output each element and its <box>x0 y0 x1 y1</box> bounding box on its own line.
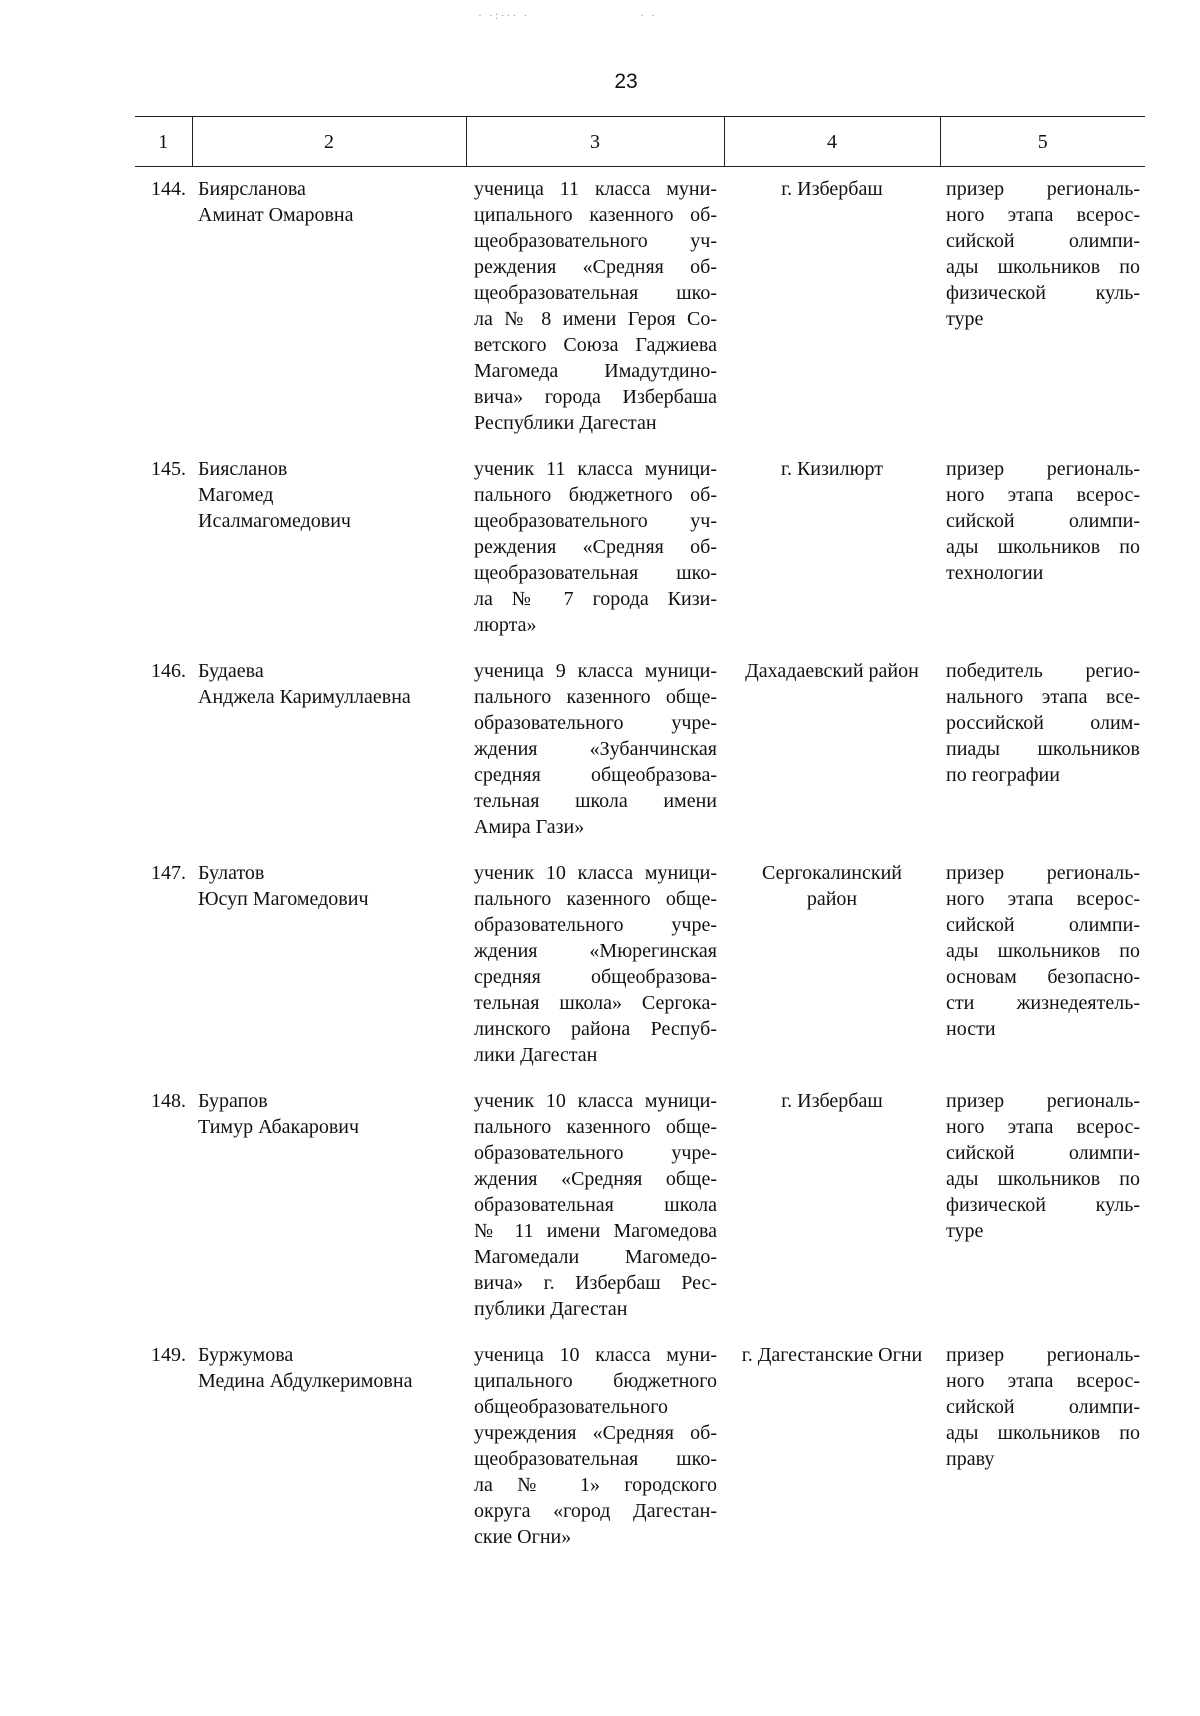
olympiad-result-line: ности <box>946 1018 996 1040</box>
school-description-line: пального бюджетного об- <box>474 484 717 506</box>
olympiad-result-line: сти жизнедеятель- <box>946 992 1140 1014</box>
olympiad-result-line: ады школьников по <box>946 1168 1140 1190</box>
olympiad-result-line: призер региональ- <box>946 862 1140 884</box>
olympiad-result-line: ного этапа всерос- <box>946 1370 1140 1392</box>
student-name-line: Магомед <box>198 484 274 506</box>
olympiad-result-line: ады школьников по <box>946 536 1140 558</box>
school-description-line: Магомеда Имадутдино- <box>474 360 717 382</box>
municipality <box>724 840 940 1068</box>
school-description-line: реждения «Средняя об- <box>474 536 717 558</box>
olympiad-result-line: физической куль- <box>946 282 1140 304</box>
row-number: 145. <box>151 458 186 480</box>
school-description-line: образовательного учре- <box>474 1142 717 1164</box>
school-description-line: щеобразовательная шко- <box>474 1448 717 1470</box>
school-description-line: щеобразовательного уч- <box>474 230 717 252</box>
school-description-line: ские Огни» <box>474 1526 572 1548</box>
school-description-line: пального казенного обще- <box>474 1116 717 1138</box>
school-description-line: Магомедали Магомедо- <box>474 1246 717 1268</box>
olympiad-result-line: сийской олимпи- <box>946 230 1140 252</box>
olympiad-result-line: сийской олимпи- <box>946 914 1140 936</box>
municipality <box>724 1322 940 1550</box>
olympiad-result-line: по географии <box>946 764 1060 786</box>
student-name <box>192 840 466 1068</box>
olympiad-result-line: технологии <box>946 562 1044 584</box>
municipality-line: Дахадаевский район <box>745 660 919 682</box>
student-name <box>192 1322 466 1550</box>
municipality-line: г. Избербаш <box>781 1090 883 1112</box>
olympiad-result <box>940 1068 1145 1322</box>
column-number-5: 5 <box>940 117 1145 167</box>
school-description <box>466 436 724 638</box>
school-description <box>466 638 724 840</box>
municipality-line: Сергокалинский <box>761 862 903 884</box>
school-description-line: щеобразовательного уч- <box>474 510 717 532</box>
scan-artifact: · ·:··· · <box>478 8 530 22</box>
school-description-line: образовательного учре- <box>474 914 717 936</box>
olympiad-result-line: туре <box>946 308 984 330</box>
school-description-line: ученица 11 класса муни- <box>474 178 717 200</box>
olympiad-result-line: ного этапа всерос- <box>946 888 1140 910</box>
school-description-line: Амира Гази» <box>474 816 585 838</box>
school-description-line: образовательного учре- <box>474 712 717 734</box>
school-description <box>466 1322 724 1550</box>
olympiad-result-line: пиады школьников <box>946 738 1140 760</box>
scan-artifact: · · <box>640 8 657 22</box>
school-description-line: ла № 8 имени Героя Со- <box>474 308 717 330</box>
school-description-line: образовательная школа <box>474 1194 717 1216</box>
olympiad-result-line: ады школьников по <box>946 1422 1140 1444</box>
student-name-line: Исалмагомедович <box>198 510 351 532</box>
olympiad-result-line: ного этапа всерос- <box>946 1116 1140 1138</box>
row-number: 149. <box>151 1344 186 1366</box>
student-name-line: Биясланов <box>198 458 288 480</box>
school-description <box>466 1068 724 1322</box>
column-number-2: 2 <box>192 117 466 167</box>
olympiad-result-line: сийской олимпи- <box>946 1396 1140 1418</box>
school-description-line: ученик 11 класса муници- <box>474 458 717 480</box>
school-description-line: линского района Респуб- <box>474 1018 717 1040</box>
school-description-line: ципального бюджетного <box>474 1370 717 1392</box>
municipality-line: г. Избербаш <box>781 178 883 200</box>
olympiad-result-line: ного этапа всерос- <box>946 484 1140 506</box>
school-description-line: пального казенного обще- <box>474 888 717 910</box>
olympiad-result-line: сийской олимпи- <box>946 1142 1140 1164</box>
school-description-line: ждения «Зубанчинская <box>474 738 717 760</box>
school-description <box>466 840 724 1068</box>
olympiad-result-line: нального этапа все- <box>946 686 1140 708</box>
municipality <box>724 638 940 840</box>
school-description-line: лики Дагестан <box>474 1044 598 1066</box>
olympiad-result-line: призер региональ- <box>946 178 1140 200</box>
student-name <box>192 436 466 638</box>
school-description-line: щеобразовательная шко- <box>474 562 717 584</box>
student-name-line: Биярсланова <box>198 178 306 200</box>
row-number: 148. <box>151 1090 186 1112</box>
olympiad-result-line: призер региональ- <box>946 1090 1140 1112</box>
column-number-3: 3 <box>466 117 724 167</box>
municipality <box>724 167 940 437</box>
header-row <box>135 117 1145 167</box>
school-description-line: средняя общеобразова- <box>474 764 717 786</box>
school-description-line: № 11 имени Магомедова <box>474 1220 717 1242</box>
school-description-line: ждения «Средняя обще- <box>474 1168 717 1190</box>
school-description-line: ученик 10 класса муници- <box>474 1090 717 1112</box>
school-description-line: ла № 7 города Кизи- <box>474 588 717 610</box>
winners-table <box>135 116 1145 1550</box>
school-description-line: реждения «Средняя об- <box>474 256 717 278</box>
student-name-line: Аминат Омаровна <box>198 204 354 226</box>
student-name-line: Буржумова <box>198 1344 294 1366</box>
student-name <box>192 167 466 437</box>
table-row <box>135 436 1145 638</box>
olympiad-result <box>940 840 1145 1068</box>
school-description-line: ученица 9 класса муници- <box>474 660 717 682</box>
student-name-line: Медина Абдулкеримовна <box>198 1370 413 1392</box>
student-name-line: Будаева <box>198 660 264 682</box>
school-description-line: вича» г. Избербаш Рес- <box>474 1272 717 1294</box>
school-description-line: ждения «Мюрегинская <box>474 940 717 962</box>
olympiad-result-line: сийской олимпи- <box>946 510 1140 532</box>
school-description-line: тельная школа имени <box>474 790 717 812</box>
column-number-4: 4 <box>724 117 940 167</box>
school-description-line: пального казенного обще- <box>474 686 717 708</box>
student-name-line: Юсуп Магомедович <box>198 888 369 910</box>
olympiad-result <box>940 638 1145 840</box>
school-description-line: общеобразовательного <box>474 1396 668 1418</box>
municipality-line: г. Кизилюрт <box>781 458 883 480</box>
olympiad-result-line: праву <box>946 1448 995 1470</box>
row-number: 146. <box>151 660 186 682</box>
olympiad-result-line: физической куль- <box>946 1194 1140 1216</box>
olympiad-result <box>940 1322 1145 1550</box>
row-number: 147. <box>151 862 186 884</box>
olympiad-result-line: победитель регио- <box>946 660 1140 682</box>
student-name <box>192 638 466 840</box>
student-name-line: Тимур Абакарович <box>198 1116 360 1138</box>
municipality <box>724 1068 940 1322</box>
olympiad-result-line: российской олим- <box>946 712 1140 734</box>
olympiad-result-line: призер региональ- <box>946 1344 1140 1366</box>
olympiad-result-line: ного этапа всерос- <box>946 204 1140 226</box>
olympiad-result-line: ады школьников по <box>946 256 1140 278</box>
municipality-line: район <box>806 888 858 910</box>
olympiad-result <box>940 167 1145 437</box>
municipality-line: г. Дагестанские Огни <box>741 1344 923 1366</box>
column-number-1: 1 <box>135 117 192 167</box>
school-description <box>466 167 724 437</box>
school-description-line: ученица 10 класса муни- <box>474 1344 717 1366</box>
table-row <box>135 167 1145 437</box>
student-name-line: Бурапов <box>198 1090 268 1112</box>
olympiad-result <box>940 436 1145 638</box>
school-description-line: тельная школа» Сергока- <box>474 992 717 1014</box>
school-description-line: средняя общеобразова- <box>474 966 717 988</box>
student-name-line: Анджела Каримуллаевна <box>198 686 411 708</box>
municipality <box>724 436 940 638</box>
olympiad-result-line: призер региональ- <box>946 458 1140 480</box>
school-description-line: ученик 10 класса муници- <box>474 862 717 884</box>
school-description-line: щеобразовательная шко- <box>474 282 717 304</box>
table-row <box>135 840 1145 1068</box>
student-name-line: Булатов <box>198 862 265 884</box>
school-description-line: публики Дагестан <box>474 1298 628 1320</box>
table-row <box>135 1322 1145 1550</box>
school-description-line: люрта» <box>474 614 537 636</box>
school-description-line: ла № 1» городского <box>474 1474 717 1496</box>
student-name <box>192 1068 466 1322</box>
olympiad-result-line: основам безопасно- <box>946 966 1140 988</box>
olympiad-result-line: туре <box>946 1220 984 1242</box>
page-number: 23 <box>614 70 638 93</box>
olympiad-result-line: ады школьников по <box>946 940 1140 962</box>
table-row <box>135 638 1145 840</box>
school-description-line: учреждения «Средняя об- <box>474 1422 717 1444</box>
school-description-line: ципального казенного об- <box>474 204 717 226</box>
school-description-line: Республики Дагестан <box>474 412 657 434</box>
register-sheet <box>135 116 1145 1550</box>
school-description-line: вича» города Избербаша <box>474 386 717 408</box>
table-row <box>135 1068 1145 1322</box>
school-description-line: округа «город Дагестан- <box>474 1500 717 1522</box>
school-description-line: ветского Союза Гаджиева <box>474 334 717 356</box>
row-number: 144. <box>151 178 186 200</box>
